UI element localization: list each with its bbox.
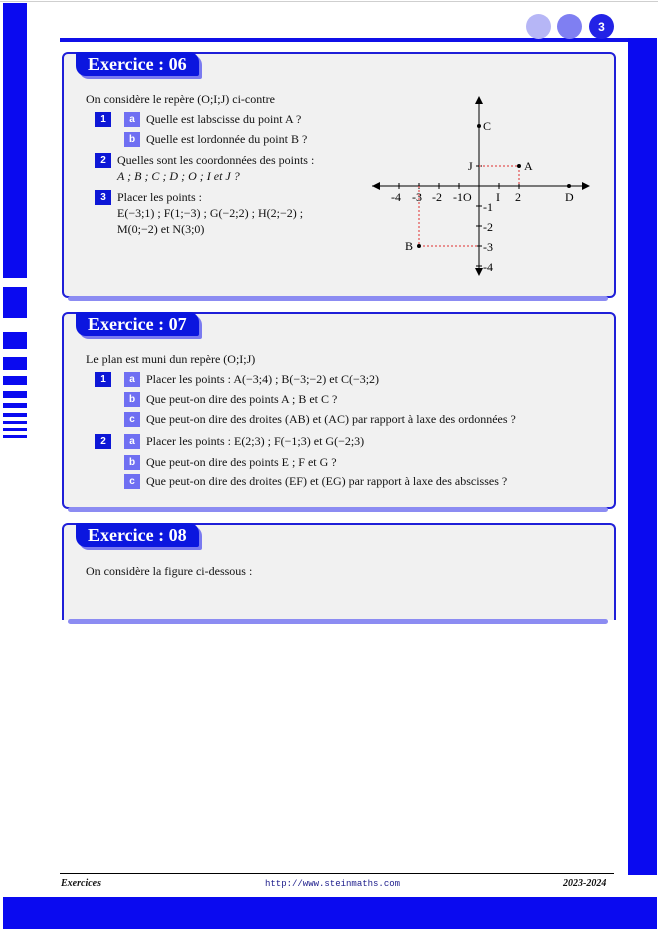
ex07-p2a-letter: a [124,434,140,449]
exercise-06-shadow [68,296,608,301]
point-c [477,124,481,128]
x-axis-arrow [582,182,590,190]
x-tick-label: -2 [432,190,442,204]
ex06-intro: On considère le repère (O;I;J) ci-contre [86,92,275,106]
ex06-q2-number: 2 [95,153,111,168]
x-tick-label: -4 [391,190,401,204]
ex07-p2-number: 2 [95,434,111,449]
left-bar-stripe [3,428,27,431]
ex07-p1-number: 1 [95,372,111,387]
x-tick-label: 2 [515,190,521,204]
y-axis-arrow [475,96,483,104]
x-tick-label: I [496,190,500,204]
ex06-q2-line2: A ; B ; C ; D ; O ; I et J ? [117,169,240,183]
point-a [517,164,521,168]
x-tick-label: -3 [412,190,422,204]
left-bar-stripe [3,421,27,424]
left-bar-stripe [3,413,27,417]
ex06-q1-number: 1 [95,112,111,127]
label-b: B [405,239,414,253]
ex07-p2b-letter: b [124,455,140,470]
y-tick-label: -3 [483,240,493,254]
ex07-p2c-letter: c [124,474,140,489]
y-tick-label: -1 [483,200,493,214]
ex07-p1a-text: Placer les points : A(−3;4) ; B(−3;−2) et C(−3;2) [146,372,380,386]
left-bar-main [3,3,27,278]
ex07-p1c-letter: c [124,412,140,427]
y-tick-label: -4 [483,260,493,274]
label-j: J [468,159,473,173]
ex07-p2b-text: Que peut-on dire des points E ; F et G ? [146,455,337,469]
left-bar-block [3,287,27,318]
page-top-border [0,1,658,2]
point-b [417,244,421,248]
footer-year: 2023-2024 [563,878,607,889]
exercise-08-title: Exercice : 08 [76,523,199,547]
left-bar-stripe [3,435,27,438]
left-bar-stripe [3,332,27,349]
x-tick-label: -1O [453,190,472,204]
header-dot [557,14,582,39]
ex06-q3-line1: Placer les points : [117,190,202,204]
ex07-p2a-text: Placer les points : E(2;3) ; F(−1;3) et G(−2;3) [146,434,365,448]
ex07-p1a-letter: a [124,372,140,387]
right-bar [628,38,657,875]
ex08-intro: On considère la figure ci-dessous : [86,564,253,578]
left-bar-stripe [3,376,27,385]
ex06-q1b-letter: b [124,132,140,147]
x-axis-arrow-left [372,182,380,190]
y-axis-arrow-down [475,268,483,276]
header-rule [60,38,628,42]
label-c: C [483,119,492,133]
ex07-p1b-text: Que peut-on dire des points A ; B et C ? [146,392,338,406]
label-d: D [565,190,574,204]
footer-rule [60,873,614,874]
ex07-p1b-letter: b [124,392,140,407]
ex06-q1b-text: Quelle est lordonnée du point B ? [146,132,308,146]
ex06-q3-number: 3 [95,190,111,205]
ex07-intro: Le plan est muni dun repère (O;I;J) [86,352,256,366]
ex06-q1a-letter: a [124,112,140,127]
bottom-bar [3,897,657,929]
footer-left: Exercices [61,878,101,889]
ex06-q2-line1: Quelles sont les coordonnées des points : [117,153,315,167]
footer-url[interactable]: http://www.steinmaths.com [265,879,401,889]
exercise-07-title: Exercice : 07 [76,312,199,336]
exercise-08-shadow [68,619,608,624]
ex06-q3-line3: M(0;−2) et N(3;0) [117,222,205,236]
left-bar-stripe [3,403,27,408]
left-bar-stripe [3,391,27,398]
label-a: A [524,159,533,173]
ex06-coordinate-graph [360,92,600,284]
point-d [567,184,571,188]
ex06-q3-line2: E(−3;1) ; F(1;−3) ; G(−2;2) ; H(2;−2) ; [117,206,304,220]
ex06-q1a-text: Quelle est labscisse du point A ? [146,112,302,126]
exercise-07-shadow [68,507,608,512]
y-tick-label: -2 [483,220,493,234]
header-dot [526,14,551,39]
ex07-p2c-text: Que peut-on dire des droites (EF) et (EG) par rapport à laxe des abscisses ? [146,474,508,488]
ex07-p1c-text: Que peut-on dire des droites (AB) et (AC) par rapport à laxe des ordonnées ? [146,412,516,426]
exercise-06-title: Exercice : 06 [76,52,199,76]
page-number: 3 [589,14,614,39]
left-bar-stripe [3,357,27,370]
